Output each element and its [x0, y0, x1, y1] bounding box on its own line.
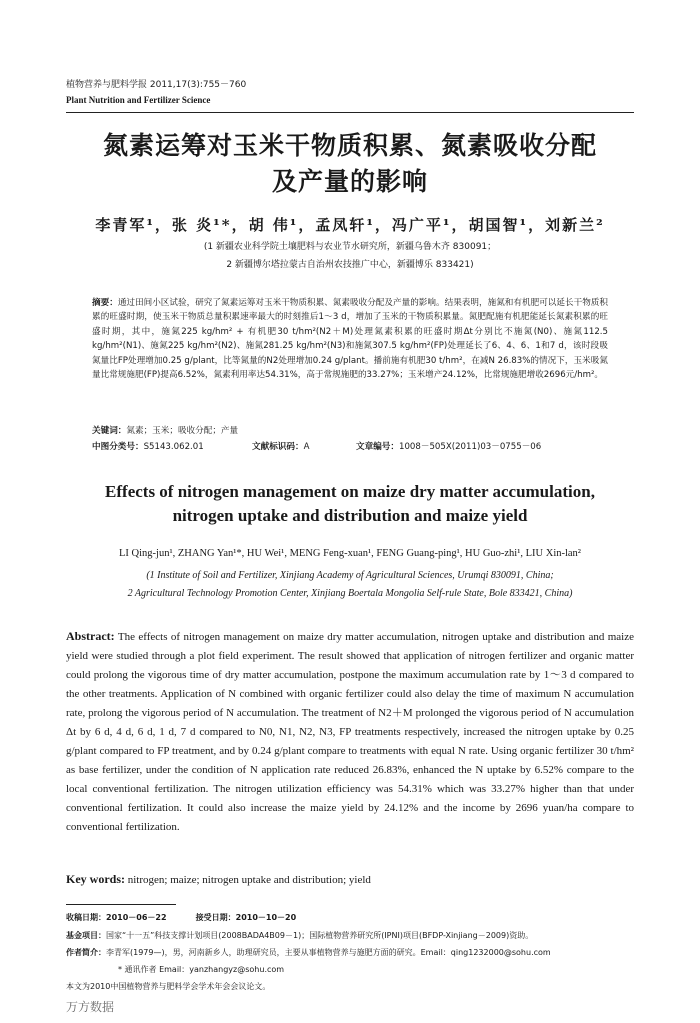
authors-cn: 李青军¹，张 炎¹*，胡 伟¹，孟凤轩¹，冯广平¹，胡国智¹，刘新兰² — [95, 216, 605, 234]
doc-label: 文献标识码： — [252, 442, 304, 452]
keywords-cn — [92, 424, 238, 436]
article-label: 文章编号： — [356, 442, 399, 452]
author-label: 作者简介： — [66, 948, 106, 957]
affiliation-en-2: 2 Agricultural Technology Promotion Center, Xinjiang Boertala Mongolia Self-rule State, Bole 833421, China) — [127, 588, 573, 599]
footnote-dates — [66, 912, 640, 924]
authors-en: LI Qing-jun¹, ZHANG Yan¹*, HU Wei¹, MENG Feng-xuan¹, FENG Guang-ping¹, HU Guo-zhi¹, LIU Xin-lan² — [119, 548, 581, 559]
journal-citation: 植物营养与肥料学报 2011,17(3):755－760 — [66, 80, 247, 90]
accepted-date: 接受日期：2010－10－20 — [195, 913, 297, 922]
abstract-cn — [92, 296, 608, 382]
journal-name-en: Plant Nutrition and Fertilizer Science — [66, 95, 211, 105]
article-number — [356, 440, 541, 452]
abstract-cn-text: 通过田间小区试验，研究了氮素运筹对玉米干物质积累、氮素吸收分配及产量的影响。结果表明，施氮和有机肥可以延长干物质积累的旺盛时期，使玉米干物质总量积累速率最大的时刻推后1～3 d，增加了玉米的干物质积累量。氮肥配施有机肥能延长氮素积累的旺盛时期，其中，施氮225 kg/hm² + 有机肥30 t/hm²(N2＋M)处理氮素积累的旺盛时期Δt分别比不施氮(N0)、施氮112.5 kg/hm²(N1)、施氮225 kg/hm²(N2)、施氮281.25 kg/hm²(N3)和施氮307.5 kg/hm²(FP)处理延长了6、4、6、1和7 d，该时段吸氮量比FP处理增加0.25 g/plant，比等氮量的N2处理增加0.24 g/plant。播前施有机肥30 t/hm²，在减N 26.83%的情况下，玉米吸氮量比常规施肥(FP)提高6.52%，氮素利用率达54.31%，高于常规施肥的33.27%；玉米增产24.12%，比常规施肥增收2696元/hm²。 — [92, 298, 608, 381]
clc-label: 中图分类号： — [92, 442, 144, 452]
article-value: 1008－505X(2011)03－0755－06 — [398, 442, 542, 452]
fund-text: 国家“十一五”科技支撑计划项目(2008BADA4B09－1)；国际植物营养研究所(IPNI)项目(BFDP-Xinjiang－2009)资助。 — [106, 931, 534, 940]
doc-code — [252, 440, 309, 452]
title-en-line2: nitrogen uptake and distribution and maize yield — [172, 506, 528, 525]
author-text: 李青军(1979—)，男，河南新乡人，助理研究员，主要从事植物营养与施肥方面的研究。Email：qing1232000@sohu.com — [106, 948, 551, 957]
abstract-en-label: Abstract: — [66, 629, 115, 643]
watermark: 万方数据 — [66, 1000, 115, 1014]
title-cn-line2: 及产量的影响 — [271, 167, 428, 196]
footnote-rule — [66, 904, 176, 905]
title-en-line1: Effects of nitrogen management on maize dry matter accumulation, — [105, 482, 595, 501]
abstract-en — [66, 627, 634, 837]
keywords-en-label: Key words: — [66, 872, 125, 886]
title-cn — [80, 128, 620, 200]
title-cn-line1: 氮素运筹对玉米干物质积累、氮素吸收分配 — [102, 131, 597, 160]
footnote-fund — [66, 930, 640, 942]
abstract-en-text: The effects of nitrogen management on maize dry matter accumulation, nitrogen uptake and distribution and maize yield were studied through a plot field experiment. The result showed that application of nitrogen fertilizer and organic matter could prolong the vigorous time of dry matter accumulation, postpone the maximum accumulation rate by 1～3 d compared to the other treatments. Application of N combined with organic fertilizer could also delay the time of maximum N accumulation rate, prolong the vigorous period of N accumulation. The treatment of N2＋M prolonged the vigorous period of N accumulation Δt by 6 d, 4 d, 6 d, 1 d, 7 d compared to N0, N1, N2, N3, FP treatments respectively, increased the nitrogen uptake by 0.25 g/plant compared to FP treatment, and by 0.24 g/plant compare to treatments with equal N rate. Using organic fertilizer 30 t/hm² as base fertilizer, under the condition of N application rate reduced 26.83%, enhanced the N uptake by 6.52% compare to the local conventional fertilization. The nitrogen utilization efficiency was 54.31% which was 33.27% higher than that under conventional fertilization. It could also increase the maize yield by 24.12% and the income by 2696 yuan/ha compare to conventional fertilization. — [66, 631, 634, 833]
footnote-author — [66, 947, 640, 959]
keywords-cn-label: 关键词： — [92, 426, 127, 436]
clc-value: S5143.062.01 — [143, 442, 204, 452]
received-date: 收稿日期：2010－06－22 — [66, 913, 167, 922]
footnote-note: 本文为2010中国植物营养与肥料学会学术年会会议论文。 — [66, 982, 271, 991]
doc-value: A — [303, 442, 310, 452]
affiliation-en-1: (1 Institute of Soil and Fertilizer, Xinjiang Academy of Agricultural Sciences, Urumqi 830091, China; — [146, 570, 554, 581]
abstract-cn-label: 摘要： — [92, 298, 118, 308]
affiliation-cn-1: (1 新疆农业科学院土壤肥料与农业节水研究所，新疆乌鲁木齐 830091； — [203, 242, 497, 252]
affiliation-cn-2: 2 新疆博尔塔拉蒙古自治州农技推广中心，新疆博乐 833421) — [226, 260, 474, 270]
fund-label: 基金项目： — [66, 931, 106, 940]
keywords-en-text: nitrogen; maize; nitrogen uptake and distribution; yield — [127, 874, 371, 886]
footnote-corresponding: * 通讯作者 Email：yanzhangyz@sohu.com — [118, 965, 285, 974]
keywords-en — [66, 872, 371, 887]
title-en — [60, 480, 640, 528]
clc-number — [92, 440, 204, 452]
keywords-cn-text: 氮素；玉米；吸收分配；产量 — [126, 426, 239, 436]
header-rule — [66, 112, 634, 113]
